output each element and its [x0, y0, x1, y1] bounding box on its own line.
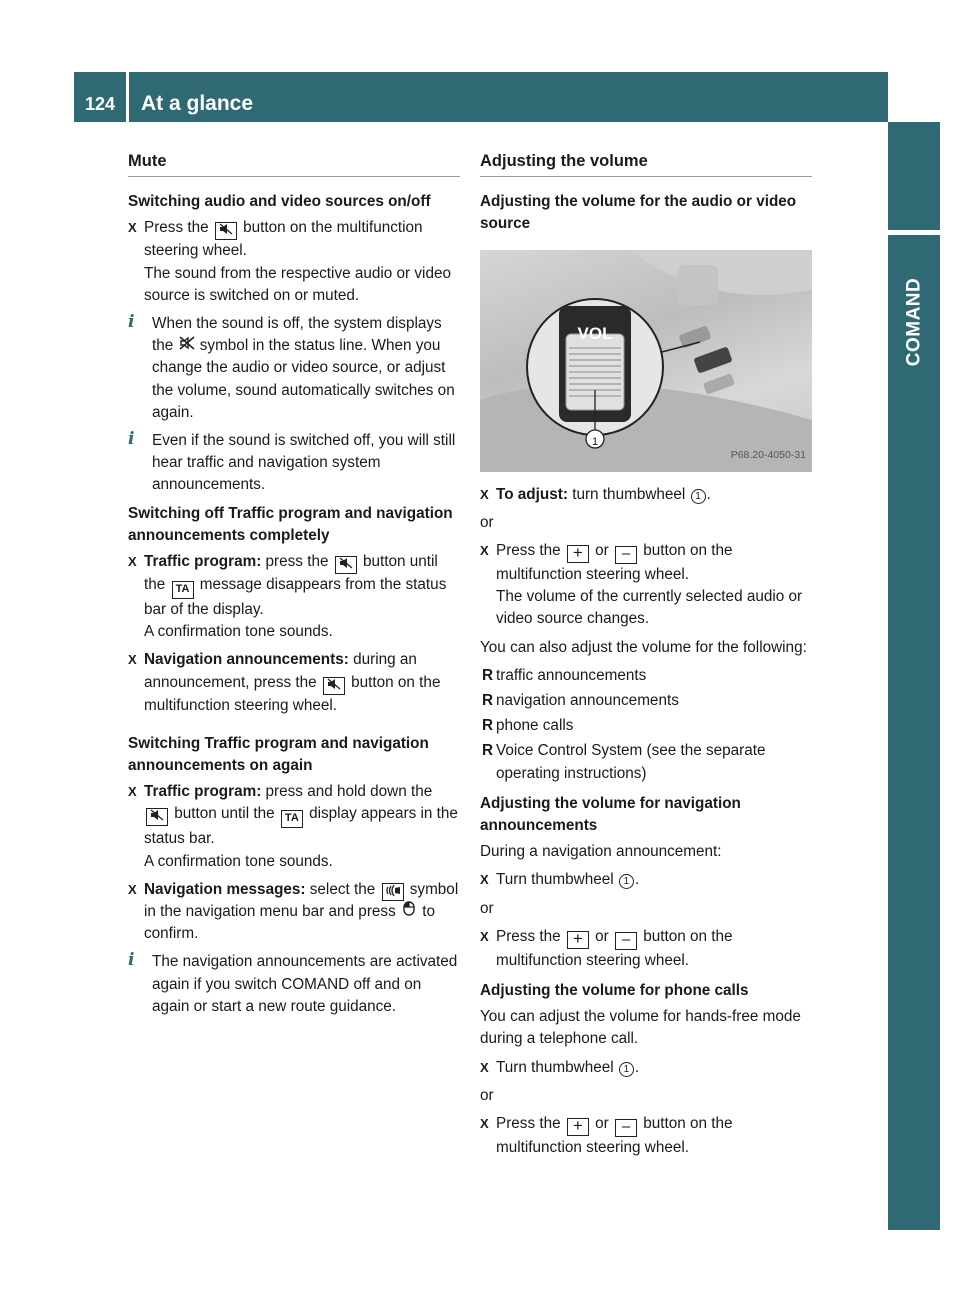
- step-arrow-icon: X: [128, 652, 137, 668]
- mute-button-icon: [323, 677, 345, 695]
- subheading-switch-off: Switching off Traffic program and navigation announcements completely: [128, 504, 453, 544]
- info-icon: i: [128, 429, 135, 450]
- step-press-plus-minus: X Press the + or – button on the multifunction steering wheel. The volume of the currently selected audio or video source changes.: [480, 542, 803, 628]
- plus-button-icon: +: [567, 545, 589, 563]
- subheading-switch-on: Switching Traffic program and navigation announcements on again: [128, 734, 429, 775]
- minus-button-icon: –: [615, 932, 637, 950]
- step-traffic-off: X Traffic program: press the button until the TA message disappears from the status bar of the display. A confirmation tone sounds.: [128, 553, 447, 641]
- subheading-audio-video-volume: Adjusting the volume for the audio or video source: [480, 193, 797, 233]
- step-nav-off: X Navigation announcements: during an announcement, press the button on the multifunction steering wheel.: [128, 651, 441, 714]
- paragraph-during-nav: During a navigation announcement:: [480, 843, 722, 861]
- header-divider: [126, 72, 129, 122]
- step-arrow-icon: X: [480, 486, 489, 502]
- left-column: [128, 150, 460, 1024]
- mute-button-icon: [335, 556, 357, 574]
- subheading-phone-volume: Adjusting the volume for phone calls: [480, 982, 749, 1000]
- paragraph-hands-free: You can adjust the volume for hands-free mode during a telephone call.: [480, 1008, 801, 1048]
- info-note-announcements: i Even if the sound is switched off, you will still hear traffic and navigation system announcements.: [128, 429, 456, 494]
- info-note-reactivate: i The navigation announcements are activated again if you switch COMAND off and on again or start a new route guidance.: [128, 950, 458, 1015]
- list-item: R traffic announcements: [482, 666, 647, 684]
- or-text: or: [480, 513, 494, 531]
- subheading-nav-volume: Adjusting the volume for navigation announcements: [480, 794, 741, 835]
- step-arrow-icon: X: [128, 881, 137, 897]
- step-press-plus-minus-phone: X Press the + or – button on the multifunction steering wheel.: [480, 1115, 733, 1157]
- mute-button-icon: [146, 808, 168, 826]
- callout-1: 1: [591, 435, 599, 448]
- vol-label: VOL: [577, 323, 613, 343]
- step-arrow-icon: X: [480, 543, 489, 559]
- info-note-sound-off: i When the sound is off, the system displays the symbol in the status line. When you change the audio or video source, or adjust the volume, sound automatically switches on again.: [128, 312, 455, 421]
- callout-1-icon: 1: [691, 489, 706, 504]
- list-item: R phone calls: [482, 717, 574, 735]
- or-text: or: [480, 1086, 494, 1104]
- step-arrow-icon: X: [128, 784, 137, 800]
- step-traffic-on: X Traffic program: press and hold down the button until the TA display appears in the status bar. A confirmation tone sounds.: [128, 783, 458, 870]
- step-arrow-icon: X: [480, 928, 489, 944]
- page-number: 124: [84, 94, 116, 114]
- step-turn-thumbwheel-nav: X Turn thumbwheel 1 .: [480, 869, 812, 891]
- minus-button-icon: –: [615, 546, 637, 564]
- list-item: R navigation announcements: [482, 692, 679, 710]
- step-press-mute: X Press the button on the multifunction steering wheel. The sound from the respective audio or video source is switched on or muted.: [128, 219, 451, 304]
- step-arrow-icon: X: [480, 872, 489, 888]
- side-tab-label-wrap: [886, 252, 942, 392]
- step-nav-on: X Navigation messages: select the symbol in the navigation menu bar and press to confirm.: [128, 880, 459, 943]
- step-turn-thumbwheel: X To adjust: turn thumbwheel 1 .: [480, 484, 812, 506]
- step-press-plus-minus-nav: X Press the + or – button on the multifunction steering wheel.: [480, 927, 733, 969]
- step-turn-thumbwheel-phone: X Turn thumbwheel 1 .: [480, 1057, 812, 1079]
- step-arrow-icon: X: [480, 1059, 489, 1075]
- nav-voice-icon: [382, 883, 404, 901]
- list-item: R Voice Control System (see the separate operating instructions): [482, 742, 766, 782]
- volume-thumbwheel-photo: [480, 250, 812, 472]
- thumbwheel-illustration: [480, 250, 812, 472]
- step-arrow-icon: X: [480, 1116, 489, 1132]
- mute-status-icon: [178, 335, 196, 357]
- callout-1-icon: 1: [619, 874, 634, 889]
- callout-1-icon: 1: [619, 1062, 634, 1077]
- traffic-program-icon: TA: [281, 810, 303, 828]
- paragraph-also-adjust: You can also adjust the volume for the following:: [480, 638, 807, 656]
- minus-button-icon: –: [615, 1119, 637, 1137]
- right-column: [480, 150, 812, 1165]
- step-arrow-icon: X: [128, 554, 137, 570]
- step-arrow-icon: X: [128, 220, 137, 236]
- info-icon: i: [128, 312, 135, 333]
- confirm-controller-icon: [400, 901, 418, 923]
- section-title-volume: Adjusting the volume: [480, 150, 812, 177]
- page-title: At a glance: [141, 92, 254, 115]
- traffic-program-icon: TA: [172, 581, 194, 599]
- info-icon: i: [128, 950, 135, 971]
- or-text: or: [480, 899, 494, 917]
- plus-button-icon: +: [567, 1118, 589, 1136]
- side-tab-block: [888, 122, 940, 230]
- subheading-sources-on-off: Switching audio and video sources on/off: [128, 193, 431, 211]
- section-title-mute: Mute: [128, 150, 460, 177]
- mute-button-icon: [215, 222, 237, 240]
- plus-button-icon: +: [567, 931, 589, 949]
- side-tab-label: COMAND: [903, 277, 924, 367]
- photo-code: P68.20-4050-31: [730, 449, 806, 462]
